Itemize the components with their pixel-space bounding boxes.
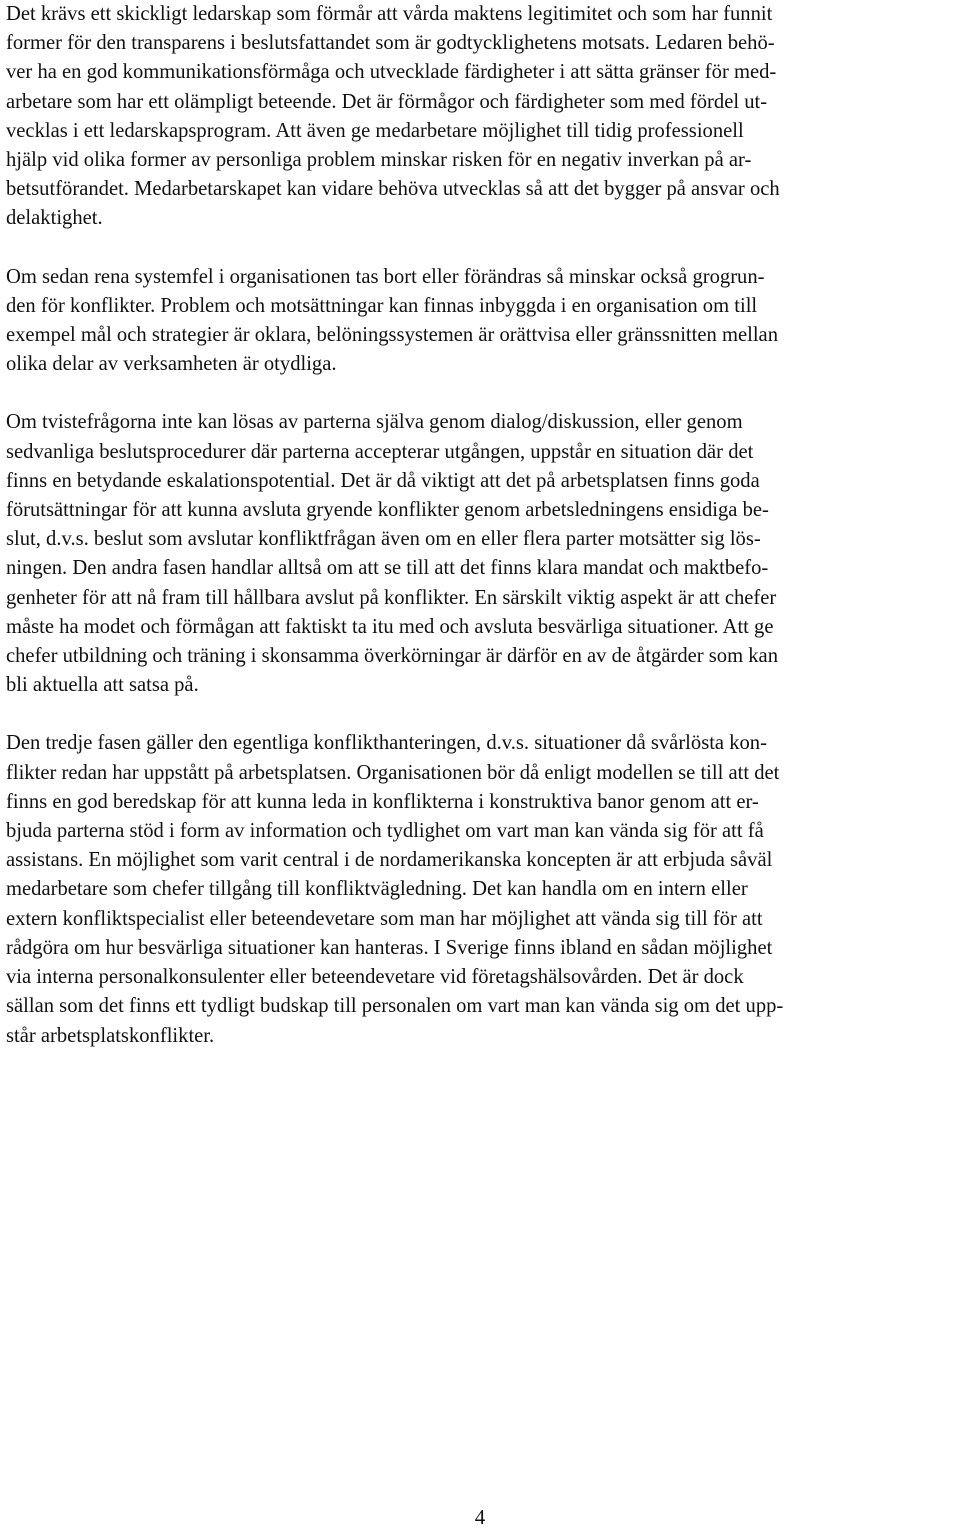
text-line: extern konfliktspecialist eller beteendevetare som man har möjlighet att vända sig till för att — [6, 907, 763, 930]
text-line: chefer utbildning och träning i skonsamma överkörningar är därför en av de åtgärder som kan — [6, 645, 778, 668]
paragraph-third-phase — [6, 729, 956, 1050]
text-line: rådgöra om hur besvärliga situationer kan hanteras. I Sverige finns ibland en sådan möjlighet — [6, 936, 773, 959]
text-line: Det krävs ett skickligt ledarskap som förmår att vårda maktens legitimitet och som har funnit — [6, 3, 773, 25]
text-line: via interna personalkonsulenter eller beteendevetare vid företagshälsovården. Det är dock — [6, 966, 744, 989]
text-line: hjälp vid olika former av personliga problem minskar risken för en negativ inverkan på ar- — [6, 149, 752, 172]
text-line: sällan som det finns ett tydligt budskap till personalen om vart man kan vända sig om det upp- — [6, 995, 784, 1018]
text-line: den för konflikter. Problem och motsättningar kan finnas inbyggda i en organisation om till — [6, 294, 758, 317]
paragraph-second-phase — [6, 408, 956, 700]
document-page — [6, 0, 956, 1080]
text-line: olika delar av verksamheten är otydliga. — [6, 353, 337, 376]
text-line: finns en betydande eskalationspotential. Det är då viktigt att det på arbetsplatsen finns goda — [6, 469, 760, 492]
text-line: assistans. En möjlighet som varit central i de nordamerikanska koncepten är att erbjuda såväl — [6, 849, 773, 872]
paragraph-system-errors — [6, 263, 956, 380]
text-line: Den tredje fasen gäller den egentliga konflikthanteringen, d.v.s. situationer då svårlösta kon- — [6, 732, 767, 755]
text-line: delaktighet. — [6, 207, 103, 230]
text-line: står arbetsplatskonflikter. — [6, 1024, 215, 1047]
text-line: flikter redan har uppstått på arbetsplatsen. Organisationen bör då enligt modellen se till att det — [6, 761, 780, 784]
text-line: bjuda parterna stöd i form av information och tydlighet om vart man kan vända sig för att få — [6, 820, 764, 843]
text-line: betsutförandet. Medarbetarskapet kan vidare behöva utvecklas så att det bygger på ansvar och — [6, 178, 780, 201]
text-line: bli aktuella att satsa på. — [6, 674, 199, 697]
text-line: måste ha modet och förmågan att faktiskt ta itu med och avsluta besvärliga situationer. Att ge — [6, 615, 774, 638]
text-line: genheter för att nå fram till hållbara avslut på konflikter. En särskilt viktig aspekt är att chefer — [6, 586, 777, 609]
text-line: arbetare som har ett olämpligt beteende. Det är förmågor och färdigheter som med fördel ut- — [6, 90, 768, 113]
text-line: former för den transparens i beslutsfattandet som är godtycklighetens motsats. Ledaren behö- — [6, 32, 775, 55]
text-line: ningen. Den andra fasen handlar alltså om att se till att det finns klara mandat och maktbefo- — [6, 557, 769, 580]
text-line: vecklas i ett ledarskapsprogram. Att även ge medarbetare möjlighet till tidig professionell — [6, 119, 744, 142]
text-line: medarbetare som chefer tillgång till konfliktvägledning. Det kan handla om en intern eller — [6, 878, 748, 901]
text-line: exempel mål och strategier är oklara, belöningssystemen är orättvisa eller gränssnitten mellan — [6, 324, 778, 347]
text-line: Om sedan rena systemfel i organisationen tas bort eller förändras så minskar också grogrun- — [6, 265, 765, 288]
text-line: finns en god beredskap för att kunna leda in konflikterna i konstruktiva banor genom att er- — [6, 790, 759, 813]
page-number: 4 — [474, 1505, 486, 1529]
text-line: Om tvistefrågorna inte kan lösas av parterna själva genom dialog/diskussion, eller genom — [6, 411, 743, 434]
text-line: ver ha en god kommunikationsförmåga och utvecklade färdigheter i att sätta gränser för med- — [6, 61, 777, 84]
text-line: förutsättningar för att kunna avsluta gryende konflikter genom arbetsledningens ensidiga be- — [6, 499, 769, 522]
text-line: sedvanliga beslutsprocedurer där parterna accepterar utgången, uppstår en situation där det — [6, 440, 754, 463]
paragraph-leadership — [6, 0, 956, 234]
text-line: slut, d.v.s. beslut som avslutar konfliktfrågan även om en eller flera parter motsätter sig lös- — [6, 528, 761, 551]
